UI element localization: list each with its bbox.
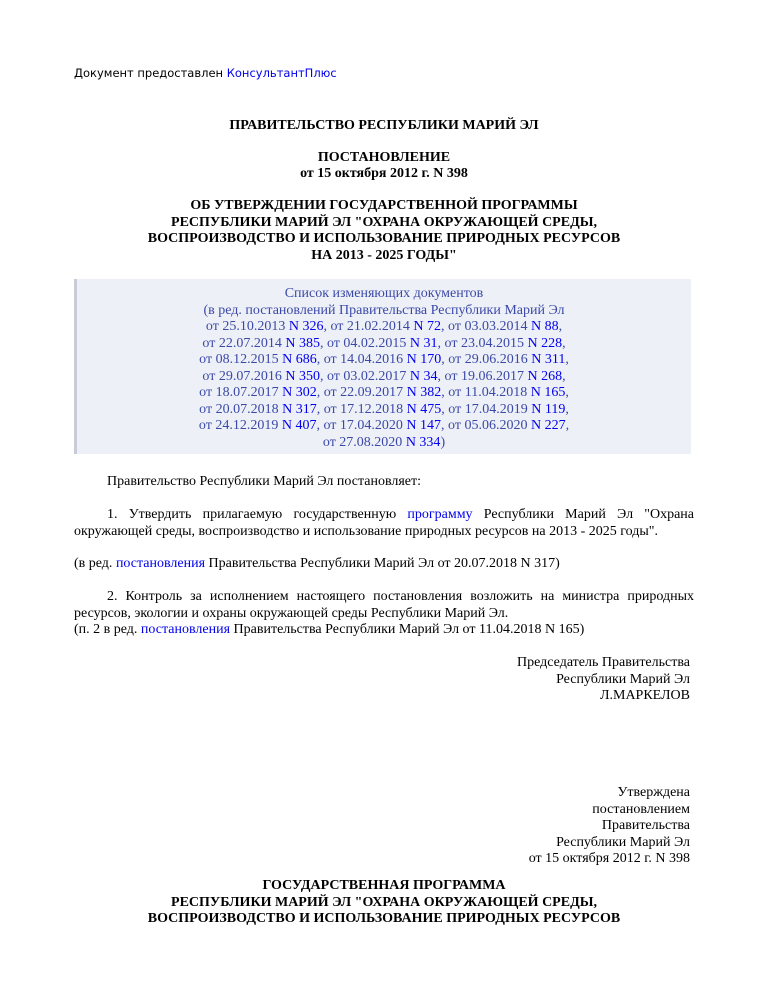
resolution-number-link[interactable]: N 170 xyxy=(406,352,442,367)
change-date-text: , xyxy=(562,368,566,384)
resolution-number-link[interactable]: N 119 xyxy=(531,401,566,417)
p1-note-after: Правительства Республики Марий Эл от 20.07.2018 N 317) xyxy=(205,556,560,571)
change-date-text: , от 04.02.2015 xyxy=(319,335,410,351)
resolution-number-link[interactable]: N 165 xyxy=(530,385,566,400)
paragraph-1 xyxy=(74,507,694,540)
approval-line: Утверждена xyxy=(617,785,690,800)
resolution-number-link[interactable]: N 326 xyxy=(288,319,324,334)
change-date-text: , xyxy=(565,352,569,367)
p1-resolution-link[interactable]: постановления xyxy=(115,556,206,571)
approval-line: постановлением xyxy=(592,801,690,817)
signature-republic: Республики Марий Эл xyxy=(556,671,690,687)
p1-note-before: (в ред. xyxy=(74,556,116,571)
change-date-text: , от 14.04.2016 xyxy=(316,352,407,367)
change-date-text: , от 05.06.2020 xyxy=(441,418,531,433)
change-date-text: , от 11.04.2018 xyxy=(441,385,531,400)
changes-heading: Список изменяющих документов xyxy=(284,286,484,301)
resolution-number-link[interactable]: N 228 xyxy=(527,335,563,351)
change-date-text: от 24.12.2019 xyxy=(198,418,282,433)
document-type: ПОСТАНОВЛЕНИЕ xyxy=(317,150,451,165)
change-date-text: , от 22.09.2017 xyxy=(316,385,407,400)
consultant-plus-link[interactable]: КонсультантПлюс xyxy=(226,66,337,80)
approval-line: от 15 октября 2012 г. N 398 xyxy=(528,851,690,866)
subject-line: НА 2013 - 2025 ГОДЫ" xyxy=(311,247,457,263)
resolution-number-link[interactable]: N 350 xyxy=(285,368,320,384)
paragraph-2: 2. Контроль за исполнением настоящего постановления возложить на министра природных ресурсов, экологии и охраны окружающей среды Республики Марий Эл. xyxy=(74,589,694,621)
program-title xyxy=(74,878,694,928)
change-date-text: ) xyxy=(440,434,446,450)
changes-list xyxy=(77,286,691,451)
subject-line: ВОСПРОИЗВОДСТВО И ИСПОЛЬЗОВАНИЕ ПРИРОДНЫХ РЕСУРСОВ xyxy=(147,231,621,246)
resolution-number-link[interactable]: N 88 xyxy=(530,319,559,334)
resolution-number-link[interactable]: N 268 xyxy=(527,368,563,384)
program-title-line: ВОСПРОИЗВОДСТВО И ИСПОЛЬЗОВАНИЕ ПРИРОДНЫХ РЕСУРСОВ xyxy=(147,911,621,926)
resolution-number-link[interactable]: N 227 xyxy=(530,418,566,433)
change-date-text: от 08.12.2015 xyxy=(199,352,283,367)
provided-by-text: Документ предоставлен xyxy=(74,66,227,80)
change-date-text: , от 17.12.2018 xyxy=(316,401,407,417)
subject-line: РЕСПУБЛИКИ МАРИЙ ЭЛ "ОХРАНА ОКРУЖАЮЩЕЙ СРЕДЫ, xyxy=(171,214,597,230)
change-date-text: , от 17.04.2019 xyxy=(441,401,532,417)
resolution-number-link[interactable]: N 686 xyxy=(282,352,317,367)
approval-block xyxy=(529,785,690,868)
changes-intro: (в ред. постановлений Правительства Республики Марий Эл xyxy=(203,302,565,318)
resolution-number-link[interactable]: N 317 xyxy=(282,401,317,417)
resolution-number-link[interactable]: N 311 xyxy=(531,352,566,367)
program-link[interactable]: программу xyxy=(407,507,473,522)
change-date-text: от 25.10.2013 xyxy=(205,319,289,334)
change-date-text: от 18.07.2017 xyxy=(199,385,283,400)
resolution-number-link[interactable]: N 382 xyxy=(406,385,442,400)
changes-line xyxy=(77,336,691,353)
p1-text-after: Республики Марий Эл "Охрана окружающей среды, воспроизводство и использование природных ресурсов на 2013 - 2025 годы". xyxy=(74,507,694,539)
change-date-text: от 22.07.2014 xyxy=(202,335,286,351)
document-date: от 15 октября 2012 г. N 398 xyxy=(300,166,468,181)
signature-position: Председатель Правительства xyxy=(517,655,690,670)
government-title: ПРАВИТЕЛЬСТВО РЕСПУБЛИКИ МАРИЙ ЭЛ xyxy=(229,118,539,133)
changes-line xyxy=(77,418,691,435)
change-date-text: , xyxy=(558,319,563,334)
changes-line xyxy=(77,385,691,402)
resolution-number-link[interactable]: N 385 xyxy=(285,335,320,351)
program-title-line: РЕСПУБЛИКИ МАРИЙ ЭЛ "ОХРАНА ОКРУЖАЮЩЕЙ СРЕДЫ, xyxy=(171,894,597,910)
change-date-text: , xyxy=(565,385,569,400)
p2-note-after: Правительства Республики Марий Эл от 11.04.2018 N 165) xyxy=(230,622,585,637)
resolution-number-link[interactable]: N 475 xyxy=(406,401,442,417)
p2-note-before: (п. 2 в ред. xyxy=(74,622,141,637)
changes-lines xyxy=(77,319,691,451)
program-title-line: ГОСУДАРСТВЕННАЯ ПРОГРАММА xyxy=(262,878,506,893)
change-date-text: , от 21.02.2014 xyxy=(323,319,414,334)
approval-line: Республики Марий Эл xyxy=(556,834,690,850)
provided-by-line xyxy=(74,66,337,80)
resolution-number-link[interactable]: N 31 xyxy=(409,335,438,351)
changes-line xyxy=(77,369,691,386)
change-date-text: от 27.08.2020 xyxy=(322,434,406,450)
change-date-text: , от 23.04.2015 xyxy=(437,335,528,351)
change-date-text: , от 29.06.2016 xyxy=(441,352,532,367)
p1-text-before: 1. Утвердить прилагаемую государственную xyxy=(107,507,408,522)
resolution-number-link[interactable]: N 334 xyxy=(405,434,441,450)
resolution-number-link[interactable]: N 34 xyxy=(409,368,438,384)
resolution-number-link[interactable]: N 302 xyxy=(282,385,317,400)
signature-name: Л.МАРКЕЛОВ xyxy=(600,688,690,703)
document-subject xyxy=(74,198,694,264)
changes-line xyxy=(77,319,691,336)
changes-line xyxy=(77,435,691,452)
resolution-number-link[interactable]: N 72 xyxy=(413,319,442,334)
resolution-intro: Правительство Республики Марий Эл постановляет: xyxy=(107,474,422,489)
change-date-text: , от 03.03.2014 xyxy=(441,319,531,334)
change-date-text: , от 03.02.2017 xyxy=(319,368,410,384)
change-date-text: от 29.07.2016 xyxy=(202,368,286,384)
changes-line xyxy=(77,352,691,369)
change-date-text: , xyxy=(565,401,569,417)
paragraph-2-note xyxy=(74,622,694,639)
signature-block xyxy=(517,655,690,705)
resolution-number-link[interactable]: N 147 xyxy=(406,418,442,433)
subject-line: ОБ УТВЕРЖДЕНИИ ГОСУДАРСТВЕННОЙ ПРОГРАММЫ xyxy=(190,198,578,213)
paragraph-1-note xyxy=(74,556,694,573)
resolution-number-link[interactable]: N 407 xyxy=(281,418,317,433)
change-date-text: , xyxy=(565,418,570,433)
change-date-text: , xyxy=(562,335,566,351)
changes-line xyxy=(77,402,691,419)
p2-resolution-link[interactable]: постановления xyxy=(140,622,231,637)
change-date-text: , от 17.04.2020 xyxy=(316,418,407,433)
change-date-text: от 20.07.2018 xyxy=(199,401,283,417)
approval-line: Правительства xyxy=(601,818,690,833)
change-date-text: , от 19.06.2017 xyxy=(437,368,528,384)
